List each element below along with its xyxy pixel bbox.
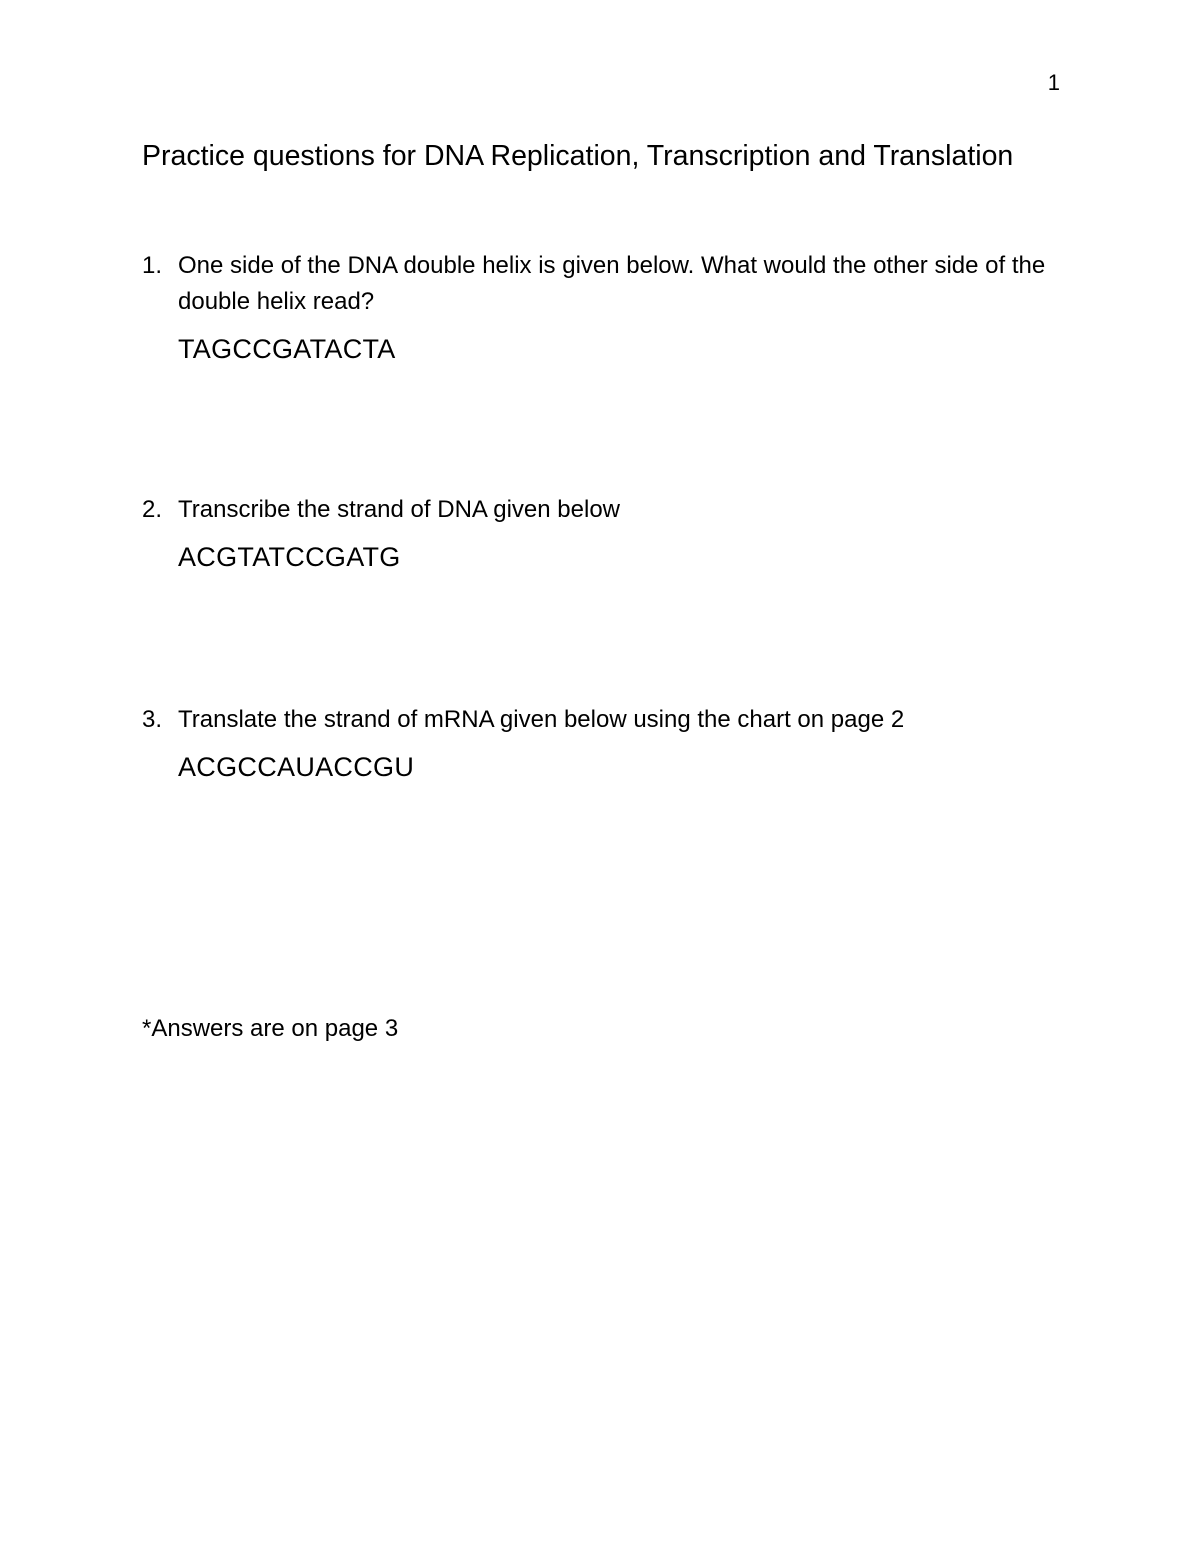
question-3 [142, 702, 1062, 783]
mrna-sequence: ACGCCAUACCGU [178, 752, 415, 782]
question-1 [142, 248, 1062, 365]
question-text: One side of the DNA double helix is given below. What would the other side of the double helix read? [178, 252, 1046, 315]
question-number: 1. [142, 252, 163, 279]
question-text: Translate the strand of mRNA given below using the chart on page 2 [178, 706, 905, 733]
question-number: 3. [142, 706, 163, 733]
answers-footnote: *Answers are on page 3 [142, 1015, 399, 1042]
question-text: Transcribe the strand of DNA given below [178, 496, 620, 523]
page-title: Practice questions for DNA Replication, Transcription and Translation [142, 140, 1014, 172]
question-2 [142, 492, 1062, 573]
page-number: 1 [1047, 70, 1060, 95]
question-number: 2. [142, 496, 163, 523]
dna-sequence: TAGCCGATACTA [178, 334, 396, 364]
dna-sequence: ACGTATCCGATG [178, 542, 401, 572]
